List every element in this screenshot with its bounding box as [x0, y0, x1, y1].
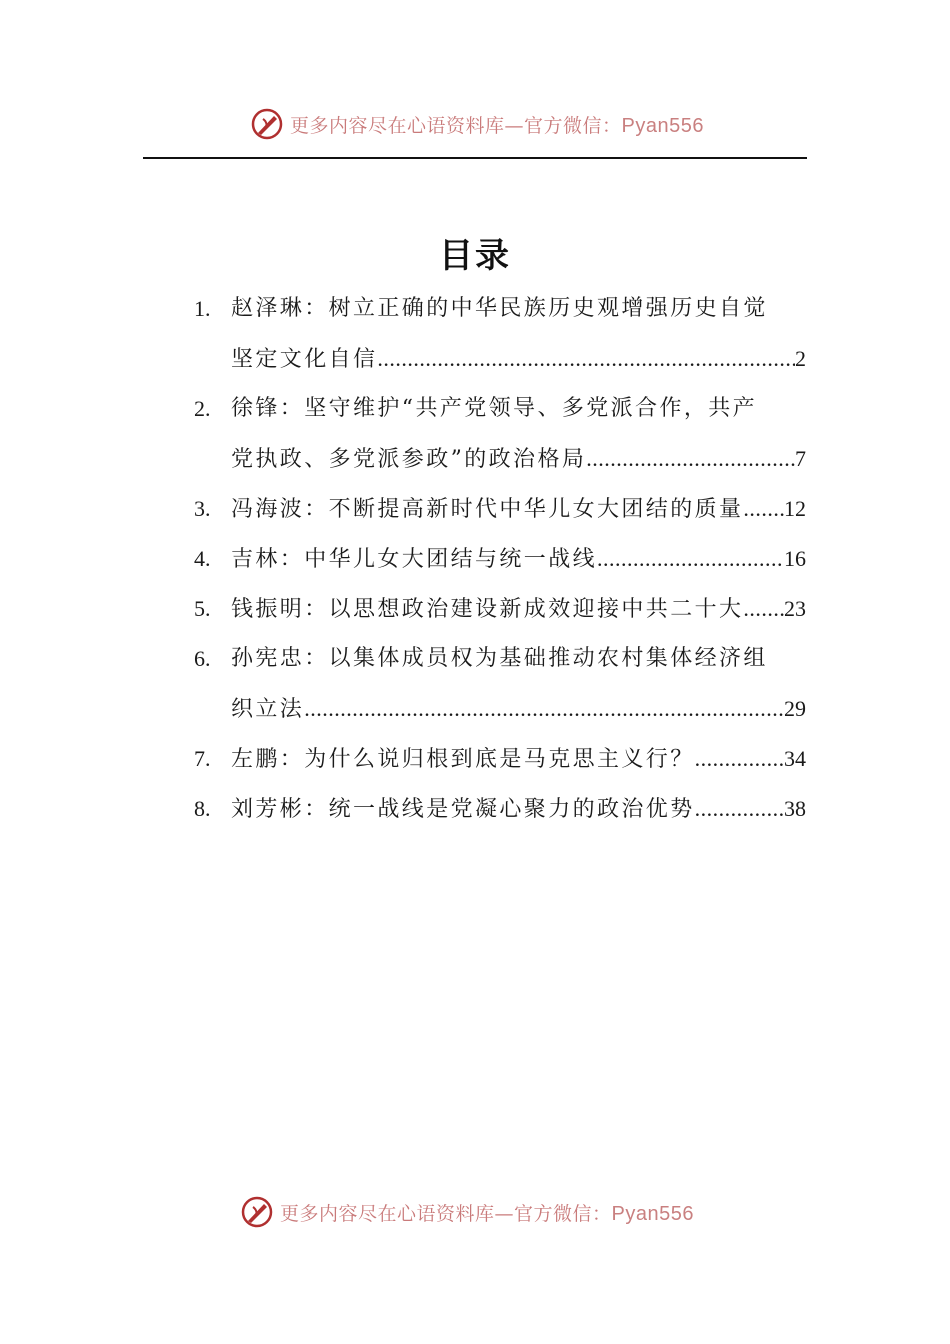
dot-leader [586, 434, 795, 484]
wechat-id: Pyan556 [621, 114, 704, 137]
pen-seal-logo-icon [240, 1195, 274, 1229]
toc-entry-page: 23 [784, 596, 806, 621]
header-divider [143, 157, 807, 159]
toc-entry[interactable] [194, 484, 806, 534]
toc-entry-page: 2 [795, 346, 806, 371]
toc-entry[interactable] [194, 384, 806, 484]
toc-entry[interactable] [194, 584, 806, 634]
banner-text: 更多内容尽在心语资料库—官方微信：Pyan556 [290, 114, 704, 137]
wechat-id: Pyan556 [611, 1202, 694, 1225]
dot-leader [304, 684, 784, 734]
header-banner [250, 104, 704, 144]
toc-entry-number: 2. [194, 396, 211, 421]
footer-banner [240, 1192, 694, 1232]
dot-leader [597, 534, 784, 584]
toc-entry-title: 赵泽琳：树立正确的中华民族历史观增强历史自觉 [231, 296, 768, 321]
toc-entry-number: 7. [194, 746, 211, 771]
table-of-contents [194, 284, 806, 834]
dot-leader [377, 334, 795, 384]
toc-entry-number: 8. [194, 796, 211, 821]
toc-entry-title-cont: 党执政、多党派参政”的政治格局 [231, 447, 587, 472]
toc-entry-title: 徐锋：坚守维护“共产党领导、多党派合作，共产 [231, 396, 758, 421]
toc-entry-title: 钱振明：以思想政治建设新成效迎接中共二十大 [231, 597, 744, 622]
dot-leader [695, 734, 784, 784]
toc-entry-title: 吉林：中华儿女大团结与统一战线 [231, 547, 598, 572]
banner-text: 更多内容尽在心语资料库—官方微信：Pyan556 [280, 1202, 694, 1225]
toc-entry[interactable] [194, 634, 806, 734]
toc-entry-title: 孙宪忠：以集体成员权为基础推动农村集体经济组 [231, 646, 768, 671]
toc-entry-page: 12 [784, 496, 806, 521]
toc-entry-number: 4. [194, 546, 211, 571]
toc-entry-title-cont: 织立法 [231, 697, 305, 722]
toc-entry[interactable] [194, 284, 806, 384]
toc-entry-number: 3. [194, 496, 211, 521]
dot-leader [695, 784, 784, 834]
dot-leader [743, 484, 784, 534]
toc-entry-number: 5. [194, 596, 211, 621]
toc-entry-page: 29 [784, 696, 806, 721]
toc-entry-title: 刘芳彬：统一战线是党凝心聚力的政治优势 [231, 797, 695, 822]
toc-entry-number: 6. [194, 646, 211, 671]
toc-entry[interactable] [194, 784, 806, 834]
dot-leader [743, 584, 784, 634]
toc-title: 目录 [439, 236, 511, 276]
pen-seal-logo-icon [250, 107, 284, 141]
toc-entry[interactable] [194, 534, 806, 584]
toc-entry-page: 16 [784, 546, 806, 571]
toc-entry-title: 左鹏：为什么说归根到底是马克思主义行？ [231, 747, 695, 772]
toc-entry-page: 34 [784, 746, 806, 771]
toc-entry-page: 7 [795, 446, 806, 471]
toc-entry-title-cont: 坚定文化自信 [231, 347, 378, 372]
toc-entry-title: 冯海波：不断提高新时代中华儿女大团结的质量 [231, 497, 744, 522]
toc-entry-number: 1. [194, 296, 211, 321]
toc-entry-page: 38 [784, 796, 806, 821]
toc-entry[interactable] [194, 734, 806, 784]
